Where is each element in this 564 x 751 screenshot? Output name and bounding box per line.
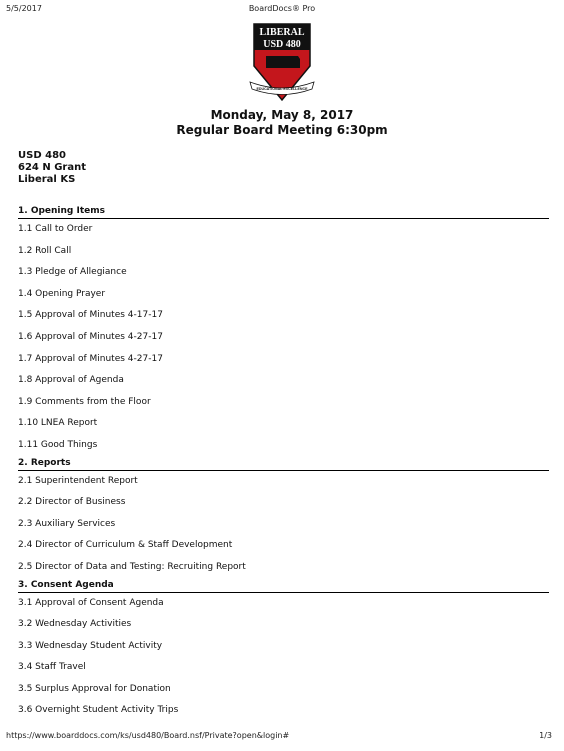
footer-url: https://www.boarddocs.com/ks/usd480/Board.nsf/Private?open&login# xyxy=(6,731,290,740)
agenda-section-opening-items xyxy=(18,205,549,457)
agenda-item[interactable]: 3.5 Surplus Approval for Donation xyxy=(18,683,171,694)
agenda-item[interactable]: 3.1 Approval of Consent Agenda xyxy=(18,597,164,608)
meeting-name: Regular Board Meeting 6:30pm xyxy=(176,123,388,137)
address-line-1: USD 480 xyxy=(18,150,66,161)
address-line-2: 624 N Grant xyxy=(18,162,86,173)
section-heading: 1. Opening Items xyxy=(18,205,549,219)
meeting-date: Monday, May 8, 2017 xyxy=(210,108,354,122)
section-heading: 3. Consent Agenda xyxy=(18,579,549,593)
agenda-item[interactable]: 1.5 Approval of Minutes 4-17-17 xyxy=(18,310,163,321)
agenda-item[interactable]: 1.1 Call to Order xyxy=(18,224,93,234)
agenda xyxy=(18,205,549,722)
address-line-3: Liberal KS xyxy=(18,174,76,185)
kansas-state-icon xyxy=(266,56,300,68)
agenda-item[interactable]: 3.3 Wednesday Student Activity xyxy=(18,640,163,651)
agenda-item[interactable]: 1.6 Approval of Minutes 4-27-17 xyxy=(18,331,163,342)
district-address xyxy=(18,150,86,186)
agenda-item[interactable]: 1.9 Comments from the Floor xyxy=(18,396,151,407)
agenda-item[interactable]: 2.1 Superintendent Report xyxy=(18,475,138,486)
agenda-item[interactable]: 2.3 Auxiliary Services xyxy=(18,518,116,529)
logo-banner-text: EDUCATIONAL EXCELLENCE xyxy=(256,87,308,91)
agenda-item[interactable]: 2.2 Director of Business xyxy=(18,497,126,508)
liberal-usd480-logo xyxy=(246,20,318,106)
agenda-item[interactable]: 1.3 Pledge of Allegiance xyxy=(18,267,127,278)
app-title: BoardDocs® Pro xyxy=(248,4,316,13)
agenda-item[interactable]: 2.4 Director of Curriculum & Staff Development xyxy=(18,540,233,551)
agenda-item[interactable]: 1.2 Roll Call xyxy=(18,245,72,256)
agenda-item[interactable]: 1.10 LNEA Report xyxy=(18,418,98,429)
agenda-section-consent-agenda xyxy=(18,579,549,723)
logo-line2: USD 480 xyxy=(263,39,301,50)
agenda-item[interactable]: 1.4 Opening Prayer xyxy=(18,288,106,299)
agenda-item[interactable]: 3.6 Overnight Student Activity Trips xyxy=(18,705,179,716)
agenda-section-reports xyxy=(18,457,549,579)
section-heading: 2. Reports xyxy=(18,457,549,471)
agenda-item[interactable]: 2.5 Director of Data and Testing: Recruiting Report xyxy=(18,561,246,572)
print-date: 5/5/2017 xyxy=(6,4,42,13)
page-number: 1/3 xyxy=(539,731,552,740)
agenda-item[interactable]: 1.8 Approval of Agenda xyxy=(18,375,124,386)
agenda-item[interactable]: 3.2 Wednesday Activities xyxy=(18,619,132,630)
meeting-title xyxy=(0,108,564,138)
logo-line1: LIBERAL xyxy=(259,27,305,38)
agenda-item[interactable]: 1.11 Good Things xyxy=(18,439,98,450)
agenda-item[interactable]: 1.7 Approval of Minutes 4-27-17 xyxy=(18,353,163,364)
agenda-item[interactable]: 3.4 Staff Travel xyxy=(18,662,86,673)
